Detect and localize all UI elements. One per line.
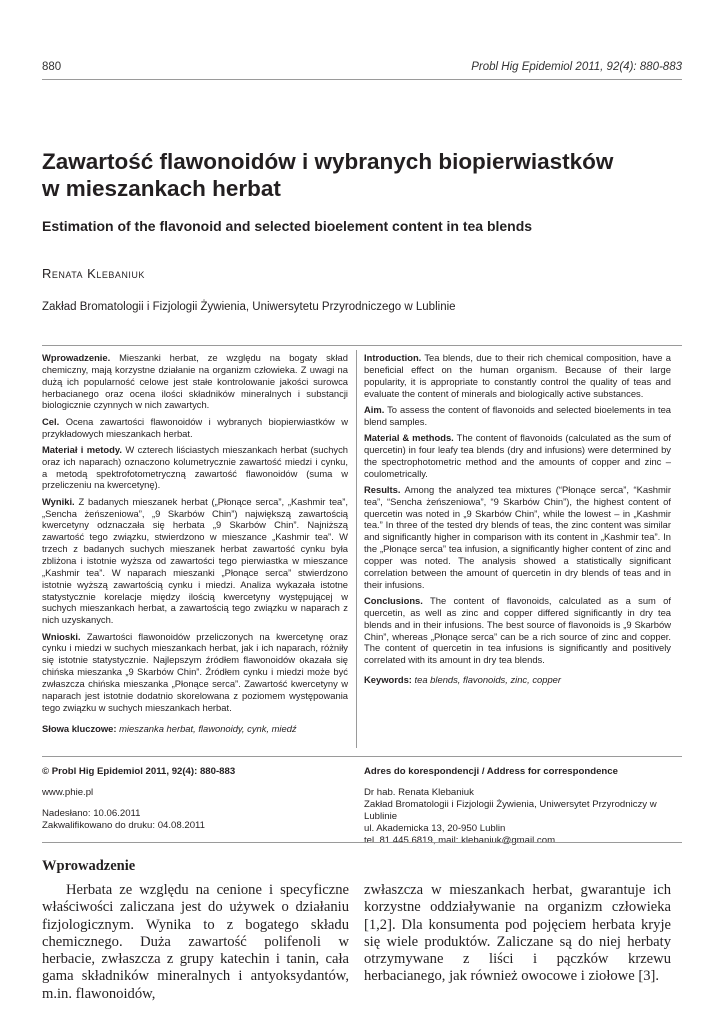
section-label: Material & methods. [364,432,454,444]
correspondence-heading: Adres do korespondencji / Address for correspondence [364,766,618,777]
section-text: Z badanych mieszanek herbat („Płonące serca”, „Kashmir tea”, „Sencha żeńszeniowa”, „9 Skarbów Chin”) największą zawartością kwercetyny odznaczała się herbata „9 Skarbów Chin”. Najniższą zawartość tego związku, stwierdzono w mieszance „Kashmir tea”. W trzech z badanych suchych mieszanek herbat zawartość cynku była zbliżona i istotnie wyższa od zawartości tego pierwiastka w mieszance „Kashmir tea”. W naparach mieszanki „Płonące serca” stwierdzono istotnie wyższą zawartością cynku i miedzi. Analiza wykazała istotne statystycznie korelacje między ilością kwercetyny występującej w suchych mieszankach herbat, a zawartością tego związku w naparach z nich uzyskanych. [42,495,348,626]
section-label: Wyniki. [42,495,75,507]
abstract-en-methods [364,432,671,479]
abstract-en-intro [364,352,671,399]
author-name: Renata Klebaniuk [42,266,145,281]
website-link[interactable]: www.phie.pl [42,787,94,798]
article-title-pl [42,148,682,202]
section-text: Tea blends, due to their rich chemical composition, have a beneficial effect on the human organism. Because of their large popularity, it is appropriate to constantly control the quality of teas and evaluate the content of minerals and biologically active substances. [364,352,671,399]
abstract-pl-aim [42,416,348,440]
keywords-en [364,674,671,686]
abstract-en [364,352,671,690]
section-text: Zawartości flawonoidów przeliczonych na kwercetynę oraz cynku i miedzi w suchych mieszankach herbat, jak i ich naparach, różniły się istotnie statystycznie. Najlepszym źródłem flawonoidów okazała się chińska mieszanka „9 Skarbów Chin”. Źródłem cynku i miedzi może być zwłaszcza chińska mieszanka „Płonące serca”. Zawartość kwercetyny w naparach jest istotnie dodatnio skorelowana z poziomem występowania tego związku w suchych mieszankach herbat. [42,630,348,713]
header-rule [42,79,682,80]
abstract-pl-intro [42,352,348,411]
correspondence-address: ul. Akademicka 13, 20-950 Lublin [364,823,506,834]
keywords-text: tea blends, flavonoids, zinc, copper [414,674,561,686]
author-affiliation: Zakład Bromatologii i Fizjologii Żywienia, Uniwersytetu Przyrodniczego w Lublinie [42,301,456,313]
correspondence-contact: tel. 81 445 6819, mail: klebaniuk@gmail.com [364,835,556,846]
correspondence-institution: Zakład Bromatologii i Fizjologii Żywienia, Uniwersytet Przyrodniczy w Lublinie [364,799,657,822]
submitted-date: Nadesłano: 10.06.2011 [42,808,141,819]
section-text: Mieszanki herbat, ze względu na bogaty skład chemiczny, mają korzystne działanie na organizm człowieka. Z uwagi na dużą ich popularność celowe jest stałe kontrolowanie jakości surowca herbacianego oraz ocena ilości składników mineralnych i substancji biologicznie czynnych w nich zawartych. [42,352,348,411]
section-label: Conclusions. [364,595,423,607]
section-label: Aim. [364,403,385,415]
section-text: The content of flavonoids (calculated as the sum of quercetin) in four leafy tea blends (dry and infusions) were determined by the spectrophotometric method and the amounts of copper and zinc – coulometrically. [364,432,671,479]
section-label: Results. [364,483,401,495]
abstract-pl-results [42,496,348,626]
section-text: W czterech liściastych mieszankach herbat (suchych oraz ich naparach) oznaczono kolumetrycznie zawartość miedzi i cynku, a metodą spektrofotometryczną zawartość flawonoidów (suma w przeliczeniu na kwercetynę). [42,443,348,491]
abstract-en-conclusions [364,595,671,666]
abstract-top-rule [42,345,682,346]
abstract-pl-methods [42,444,348,491]
section-label: Introduction. [364,352,422,363]
body-top-rule [42,842,682,843]
correspondence-name: Dr hab. Renata Klebaniuk [364,787,474,798]
column-divider [356,350,357,748]
section-label: Materiał i metody. [42,443,123,455]
journal-reference: Probl Hig Epidemiol 2011, 92(4): 880-883 [471,61,682,73]
section-heading-intro: Wprowadzenie [42,858,136,874]
abstract-en-results [364,484,671,591]
section-text: To assess the content of flavonoids and selected bioelements in tea blend samples. [364,403,672,427]
keywords-text: mieszanka herbat, flawonoidy, cynk, miedź [119,723,297,735]
section-text: The content of flavonoids, calculated as a sum of quercetin, as well as zinc and copper differed significantly in dry tea blends and in their infusions. The best source of flavonoids is „9 Skarbów Chin”, whereas „Płonące serca” can be a rich source of zinc and copper. The content of quercetin in tea infusions is significantly and positively correlated with its amount in dry tea blends. [364,595,671,666]
correspondence-info [364,766,684,847]
title-pl-line2: w mieszankach herbat [42,176,281,201]
article-title-en: Estimation of the flavonoid and selected bioelement content in tea blends [42,218,533,234]
accepted-date: Zakwalifikowano do druku: 04.08.2011 [42,820,206,831]
page-number: 880 [42,61,62,73]
copyright-line: © Probl Hig Epidemiol 2011, 92(4): 880-883 [42,766,236,777]
keywords-label: Słowa kluczowe: [42,723,117,735]
section-label: Wprowadzenie. [42,352,111,363]
body-column-right: zwłaszcza w mieszankach herbat, gwarantuje ich korzystne oddziaływanie na organizm człowieka [1,2]. Dla konsumenta pod pojęciem herbata kryje się wiele produktów. Zaliczane są do niej herbaty otrzymywane z liści i pączków krzewu herbacianego, jak również owocowe i ziołowe [3]. [364,882,671,985]
keywords-label: Keywords: [364,674,412,686]
abstract-pl [42,352,348,740]
section-text: Among the analyzed tea mixtures (“Płonące serca”, “Kashmir tea”, “Sencha żeńszeniowa”, “9 Skarbów Chin”), the highest content of quercetin was noted in „9 Skarbów Chin”, while the lowest – in „Kashmir tea.” In three of the tested dry blends of teas, the zinc content was similar and significantly higher in comparison with its content in „Kashmir tea”. In the „Płonące serca” tea infusion, a significantly higher content of zinc and copper was noted. The analysis showed a statistically significant correlation between the amount of quercetin in dry blends of teas and in their infusions. [364,483,672,590]
title-pl-line1: Zawartość flawonoidów i wybranych biopierwiastków [42,149,614,174]
info-top-rule [42,756,682,757]
section-label: Cel. [42,415,60,427]
body-column-left: Herbata ze względu na cenione i specyficzne właściwości zaliczana jest do używek o działaniu fizjologicznym. Wynika to z bogatego składu chemicznego. Duża zawartość polifenoli w herbacie, zwłaszcza z grupy katechin i tanin, cała gama składników mineralnych i antyoksydantów, m.in. flawonoidów, [42,882,349,1002]
abstract-en-aim [364,404,671,428]
publication-info [42,766,342,832]
abstract-pl-conclusions [42,631,348,714]
section-text: Ocena zawartości flawonoidów i wybranych biopierwiastków w przykładowych mieszankach herbat. [42,415,348,439]
section-label: Wnioski. [42,630,81,642]
keywords-pl [42,723,348,735]
